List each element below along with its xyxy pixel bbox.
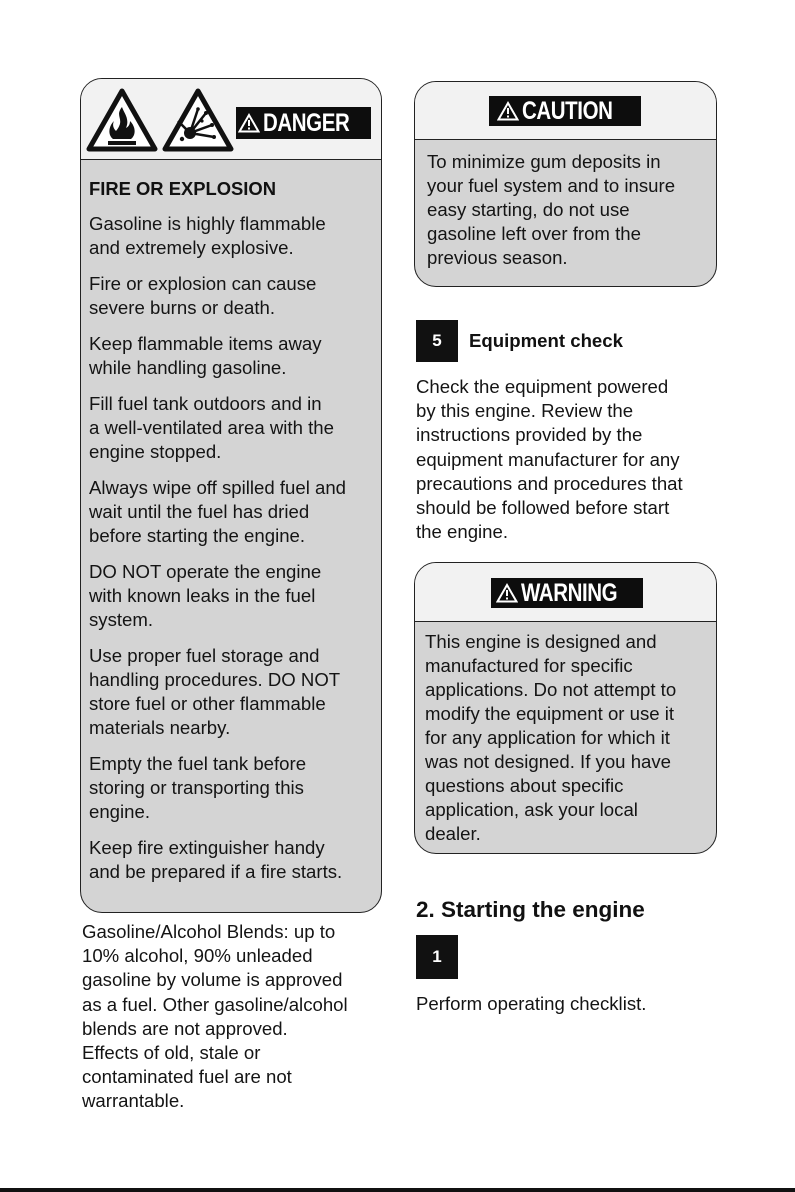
- text-line: Keep flammable items away: [89, 333, 322, 354]
- text-line: gasoline left over from the: [427, 223, 641, 244]
- danger-paragraph: [89, 836, 375, 884]
- text-line: as a fuel. Other gasoline/alcohol: [82, 993, 348, 1015]
- text-line: while handling gasoline.: [89, 357, 287, 378]
- warning-text: [425, 630, 712, 846]
- danger-paragraph: [89, 392, 375, 464]
- text-line: with known leaks in the fuel: [89, 585, 316, 606]
- danger-paragraph: [89, 476, 375, 548]
- text-line: should be followed before start: [416, 497, 670, 519]
- warning-triangle-icon: [497, 101, 519, 121]
- text-line: system.: [89, 609, 154, 630]
- danger-paragraph-list: [89, 212, 375, 884]
- text-line: application, ask your local: [425, 799, 638, 820]
- fire-hazard-icon: [86, 87, 158, 153]
- text-line: warrantable.: [82, 1090, 185, 1112]
- text-line: engine.: [89, 801, 151, 822]
- text-line: instructions provided by the: [416, 424, 643, 446]
- text-line: blends are not approved.: [82, 1017, 288, 1039]
- text-line: Use proper fuel storage and: [89, 645, 320, 666]
- text-line: DO NOT operate the engine: [89, 561, 322, 582]
- warning-triangle-icon: [496, 583, 518, 603]
- text-line: storing or transporting this: [89, 777, 304, 798]
- danger-box-header: [81, 79, 381, 160]
- text-line: a well-ventilated area with the: [89, 417, 334, 438]
- step-title: Equipment check: [469, 330, 623, 351]
- danger-box-body: [81, 160, 381, 884]
- text-line: engine stopped.: [89, 441, 222, 462]
- text-line: wait until the fuel has dried: [89, 501, 310, 522]
- text-line: questions about specific: [425, 775, 624, 796]
- text-line: contaminated fuel are not: [82, 1066, 292, 1088]
- caution-box-body: [415, 140, 716, 270]
- caution-text: [427, 150, 710, 270]
- danger-heading: FIRE OR EXPLOSION: [89, 178, 276, 199]
- step-number-badge: 5: [416, 320, 458, 362]
- text-line: manufactured for specific: [425, 655, 633, 676]
- text-line: was not designed. If you have: [425, 751, 672, 772]
- caution-signal-word: CAUTION: [489, 96, 641, 126]
- warning-box-body: [415, 622, 716, 846]
- danger-paragraph: [89, 332, 375, 380]
- text-line: Fire or explosion can cause: [89, 273, 317, 294]
- danger-paragraph: [89, 644, 375, 740]
- step-number-badge: 1: [416, 935, 458, 979]
- warning-box-header: [415, 563, 716, 622]
- text-line: and be prepared if a fire starts.: [89, 861, 343, 882]
- text-line: your fuel system and to insure: [427, 175, 676, 196]
- danger-box: [80, 78, 382, 913]
- text-line: Keep fire extinguisher handy: [89, 837, 325, 858]
- text-line: by this engine. Review the: [416, 400, 634, 422]
- text-line: the engine.: [416, 521, 509, 543]
- text-line: severe burns or death.: [89, 297, 276, 318]
- danger-signal-word: DANGER: [236, 107, 371, 139]
- danger-paragraph: [89, 212, 375, 260]
- explosion-hazard-icon: [162, 87, 234, 153]
- text-line: equipment manufacturer for any: [416, 448, 680, 470]
- text-line: precautions and procedures that: [416, 472, 683, 494]
- text-line: store fuel or other flammable: [89, 693, 326, 714]
- warning-box: [414, 562, 717, 854]
- text-line: Effects of old, stale or: [82, 1042, 261, 1064]
- warning-signal-word: WARNING: [491, 578, 643, 608]
- warning-triangle-icon: [238, 113, 260, 133]
- text-line: gasoline by volume is approved: [82, 969, 343, 991]
- text-line: Always wipe off spilled fuel and: [89, 477, 347, 498]
- text-line: Empty the fuel tank before: [89, 753, 307, 774]
- text-line: handling procedures. DO NOT: [89, 669, 341, 690]
- text-line: 10% alcohol, 90% unleaded: [82, 945, 313, 967]
- step-description: [416, 375, 736, 544]
- caution-box-header: [415, 82, 716, 140]
- text-line: modify the equipment or use it: [425, 703, 675, 724]
- text-line: This engine is designed and: [425, 631, 657, 652]
- text-line: Fill fuel tank outdoors and in: [89, 393, 322, 414]
- text-line: Gasoline is highly flammable: [89, 213, 326, 234]
- text-line: for any application for which it: [425, 727, 670, 748]
- danger-paragraph: [89, 752, 375, 824]
- text-line: Check the equipment powered: [416, 376, 669, 397]
- page-bottom-rule: [0, 1188, 795, 1192]
- caution-box: [414, 81, 717, 287]
- text-line: applications. Do not attempt to: [425, 679, 677, 700]
- text-line: previous season.: [427, 247, 568, 268]
- text-line: materials nearby.: [89, 717, 231, 738]
- step-description: Perform operating checklist.: [416, 993, 647, 1014]
- danger-paragraph: [89, 560, 375, 632]
- danger-paragraph: [89, 272, 375, 320]
- text-line: easy starting, do not use: [427, 199, 630, 220]
- text-line: dealer.: [425, 823, 481, 844]
- text-line: Gasoline/Alcohol Blends: up to: [82, 921, 336, 942]
- text-line: To minimize gum deposits in: [427, 151, 661, 172]
- text-line: before starting the engine.: [89, 525, 306, 546]
- fuel-blend-note: [82, 920, 392, 1114]
- text-line: and extremely explosive.: [89, 237, 294, 258]
- section-title: 2. Starting the engine: [416, 897, 645, 922]
